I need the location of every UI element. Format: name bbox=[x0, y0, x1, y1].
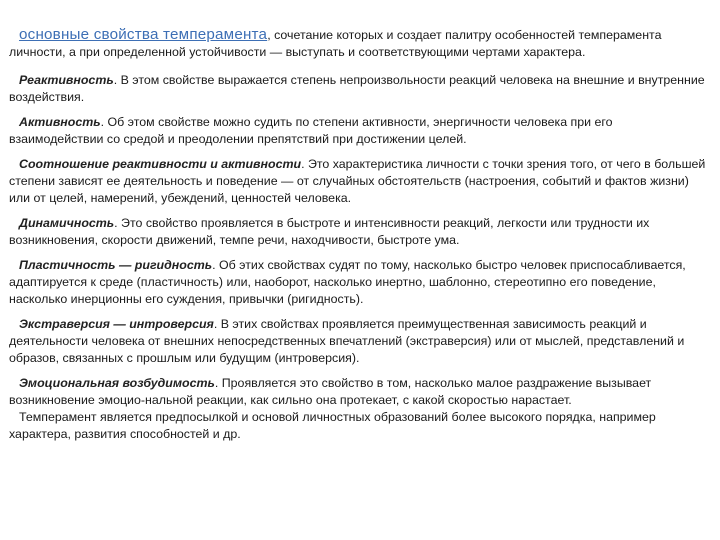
property-activity bbox=[9, 114, 710, 148]
property-description: . В этом свойстве выражается степень непроизвольности реакций человека на внешние и внутренние воздействия. bbox=[9, 73, 705, 104]
property-description: . Об этих свойствах судят по тому, насколько быстро человек приспосабливается, адаптируется к среде (пластичность) или, наоборот, насколько инертно, шаблонно, стереотипно его поведение, насколько инерционны его суждения, привычки (ригидность). bbox=[9, 258, 686, 306]
property-description: . Об этом свойстве можно судить по степени активности, энергичности человека при его взаимодействии со средой и преодолении препятствий при достижении целей. bbox=[9, 115, 613, 146]
property-term: Пластичность — ригидность bbox=[19, 258, 213, 272]
property-dynamism bbox=[9, 215, 710, 249]
property-reactivity-activity-ratio bbox=[9, 156, 710, 207]
property-term: Соотношение реактивности и активности bbox=[19, 157, 302, 171]
intro-paragraph bbox=[9, 26, 710, 61]
property-term: Эмоциональная возбудимость bbox=[19, 376, 215, 390]
property-description: . Это характеристика личности с точки зрения того, от чего в большей степени зависят ее деятельность и поведение — от случайных обстоятельств (настроения, событий и фактов жизни) или от целей, намерений, убеждений, ценностей человека. bbox=[9, 157, 706, 205]
property-description: . В этих свойствах проявляется преимущественная зависимость реакций и деятельности человека от внешних непосредственных впечатлений (экстраверсия) или от мыслей, представлений и образов, связанных с прошлым или будущим (интроверсия). bbox=[9, 317, 685, 365]
property-emotional-excitability bbox=[9, 375, 710, 409]
property-description: . Это свойство проявляется в быстроте и интенсивности реакций, легкости или трудности их возникновения, скорости движений, темпе речи, находчивости, быстроте ума. bbox=[9, 216, 650, 247]
property-description: . Проявляется это свойство в том, насколько малое раздражение вызывает возникновение эмоцио-нальной реакции, как сильно она протекает, с какой скоростью нарастает. bbox=[9, 376, 652, 407]
property-term: Экстраверсия — интроверсия bbox=[19, 317, 214, 331]
property-reactivity bbox=[9, 72, 710, 106]
property-plasticity-rigidity bbox=[9, 257, 710, 308]
property-term: Активность bbox=[19, 115, 101, 129]
property-term: Реактивность bbox=[19, 73, 114, 87]
closing-paragraph: Темперамент является предпосылкой и основой личностных образований более высокого порядка, например характера, развития способностей и др. bbox=[9, 410, 656, 441]
slide-title: основные свойства темперамента bbox=[19, 26, 268, 43]
property-term: Динамичность bbox=[19, 216, 115, 230]
intro-text: , сочетание которых и создает палитру особенностей темперамента личности, а при определенной устойчивости — выступать и соответствующими чертами характера. bbox=[9, 28, 662, 59]
property-extraversion-introversion bbox=[9, 316, 710, 367]
